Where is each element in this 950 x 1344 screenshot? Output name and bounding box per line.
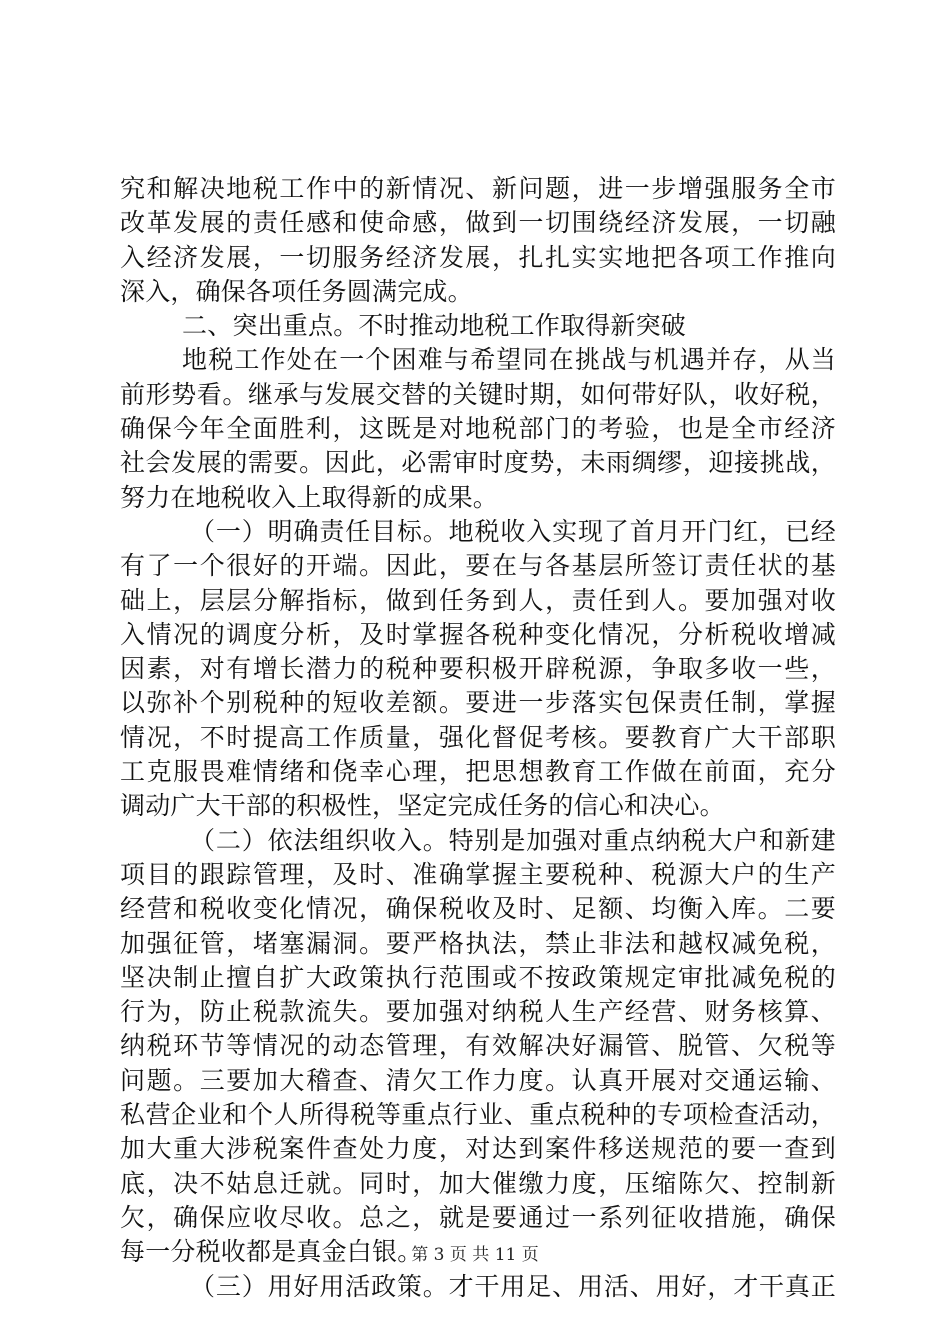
text-line: 坚决制止擅自扩大政策执行范围或不按政策规定审批减免税的 <box>120 962 836 992</box>
text-line: 情况，不时提高工作质量，强化督促考核。要教育广大干部职 <box>120 722 836 752</box>
text-line: 入经济发展，一切服务经济发展，扎扎实实地把各项工作推向 <box>120 242 836 272</box>
text-line: 深入，确保各项任务圆满完成。 <box>120 276 473 306</box>
text-line: 社会发展的需要。因此，必需审时度势，未雨绸缪，迎接挑战， <box>120 448 836 478</box>
text-line: 地税工作处在一个困难与希望同在挑战与机遇并存，从当 <box>182 345 836 375</box>
text-line: 入情况的调度分析，及时掌握各税种变化情况，分析税收增减 <box>120 619 836 649</box>
text-line: 私营企业和个人所得税等重点行业、重点税种的专项检查活动， <box>120 1100 836 1130</box>
text-line: 有了一个很好的开端。因此，要在与各基层所签订责任状的基 <box>120 551 836 581</box>
text-line: 经营和税收变化情况，确保税收及时、足额、均衡入库。二要 <box>120 894 836 924</box>
text-line: 每一分税收都是真金白银。 <box>120 1237 423 1267</box>
text-line: （三）用好用活政策。才干用足、用活、用好，才干真正 <box>190 1271 836 1301</box>
text-line: 加大重大涉税案件查处力度，对达到案件移送规范的要一查到 <box>120 1134 836 1164</box>
text-line: 究和解决地税工作中的新情况、新问题，进一步增强服务全市 <box>120 174 836 203</box>
text-line: 欠，确保应收尽收。总之，就是要通过一系列征收措施，确保 <box>120 1202 836 1232</box>
text-line: 问题。三要加大稽查、清欠工作力度。认真开展对交通运输、 <box>120 1065 836 1095</box>
text-line: 工克服畏难情绪和侥幸心理，把思想教育工作做在前面，充分 <box>120 757 836 787</box>
text-line: 加强征管，堵塞漏洞。要严格执法，禁止非法和越权减免税， <box>120 928 836 958</box>
text-line: 前形势看。继承与发展交替的关键时期，如何带好队，收好税， <box>120 379 836 409</box>
text-line: 纳税环节等情况的动态管理，有效解决好漏管、脱管、欠税等 <box>120 1031 836 1061</box>
text-line: 项目的跟踪管理，及时、准确掌握主要税种、税源大户的生产 <box>120 859 836 889</box>
text-line: （一）明确责任目标。地税收入实现了首月开门红，已经 <box>190 516 836 546</box>
text-line: 确保今年全面胜利，这既是对地税部门的考验，也是全市经济 <box>120 414 836 444</box>
text-line: 调动广大干部的积极性，坚定完成任务的信心和决心。 <box>120 791 725 821</box>
text-line: 改革发展的责任感和使命感，做到一切围绕经济发展，一切融 <box>120 208 836 238</box>
text-line: 础上，层层分解指标，做到任务到人，责任到人。要加强对收 <box>120 585 836 615</box>
page-footer: 第 3 页 共 11 页 <box>411 1245 539 1265</box>
text-line: （二）依法组织收入。特别是加强对重点纳税大户和新建 <box>190 825 836 855</box>
section-heading: 二、突出重点。不时推动地税工作取得新突破 <box>182 311 687 341</box>
document-body <box>120 172 836 1304</box>
text-line: 努力在地税收入上取得新的成果。 <box>120 482 499 512</box>
text-line: 因素，对有增长潜力的税种要积极开辟税源，争取多收一些， <box>120 654 836 684</box>
text-line: 以弥补个别税种的短收差额。要进一步落实包保责任制，掌握 <box>120 688 836 718</box>
text-line: 底，决不姑息迁就。同时，加大催缴力度，压缩陈欠、控制新 <box>120 1168 836 1198</box>
text-line: 行为，防止税款流失。要加强对纳税人生产经营、财务核算、 <box>120 997 836 1027</box>
